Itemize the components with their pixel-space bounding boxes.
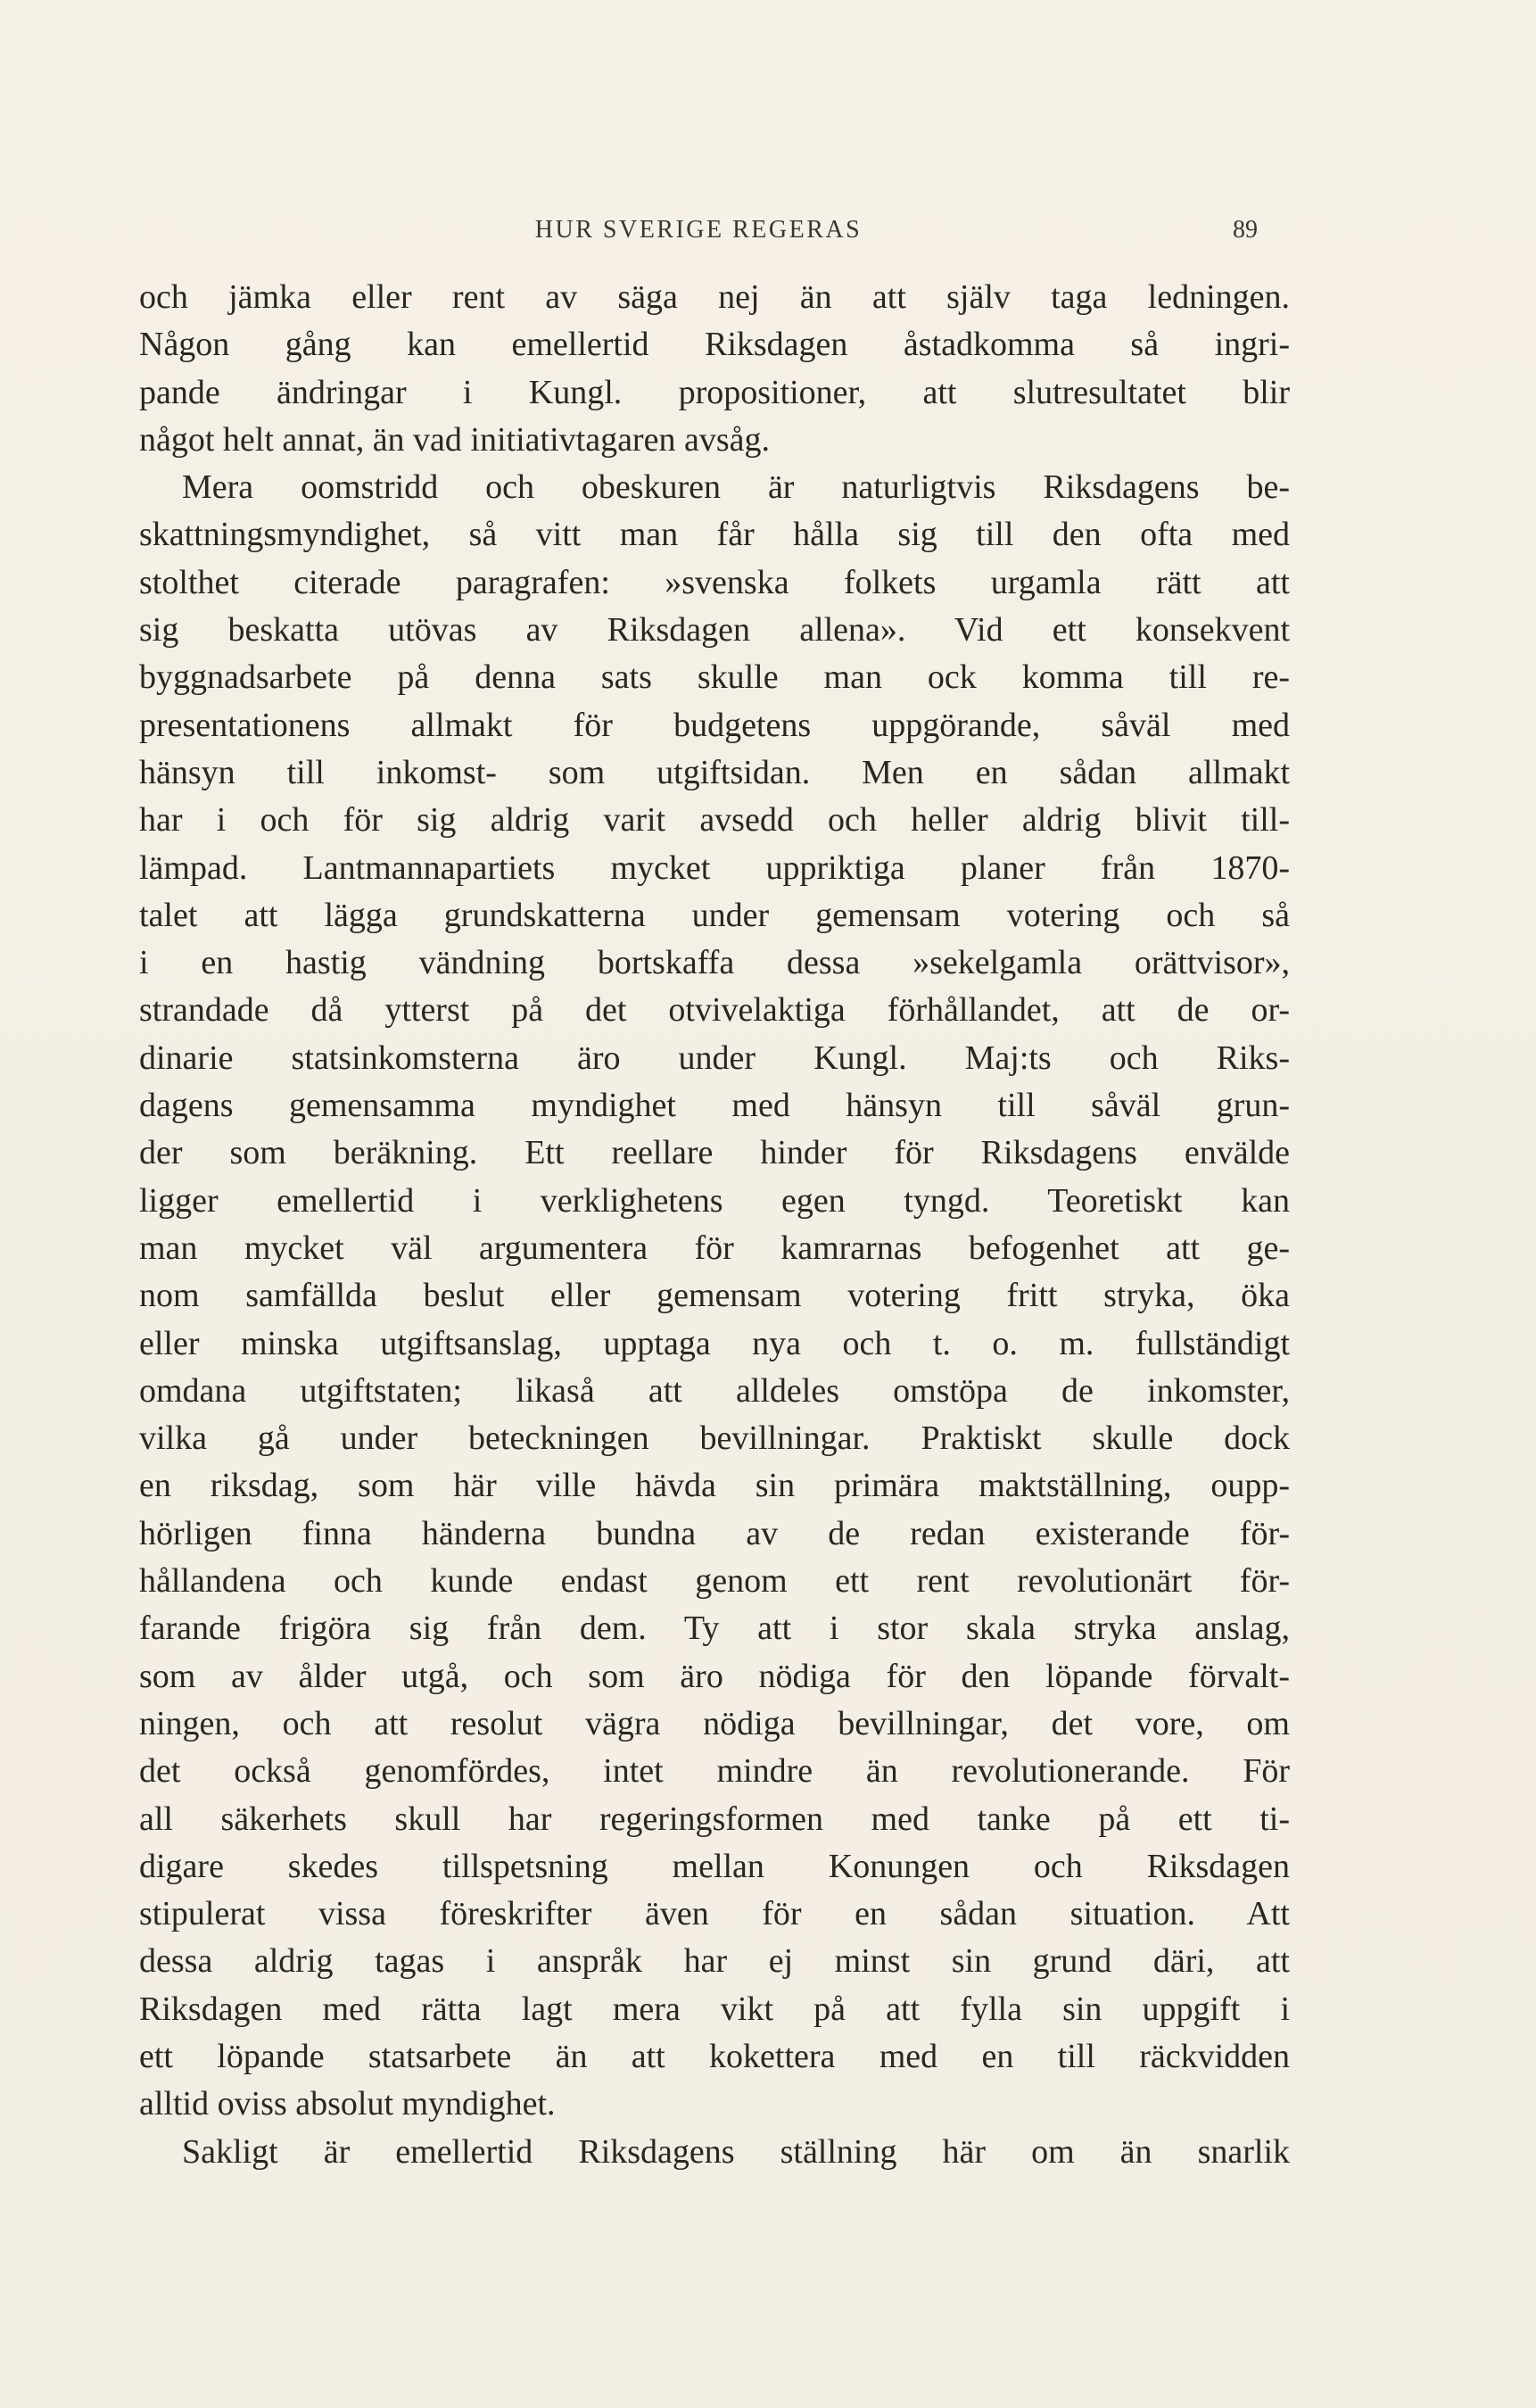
text-line: presentationens allmakt för budgetens uppgörande, såväl med	[139, 706, 1290, 744]
page-number: 89	[1233, 216, 1258, 244]
text-line: dagens gemensamma myndighet med hänsyn till såväl grun-	[139, 1087, 1290, 1125]
text-line: talet att lägga grundskatterna under gemensam votering och så	[139, 896, 1290, 934]
text-line: hänsyn till inkomst- som utgiftsidan. Men en sådan allmakt	[139, 753, 1290, 791]
text-line: Riksdagen med rätta lagt mera vikt på att fylla sin uppgift i	[139, 1990, 1290, 2028]
text-line: som av ålder utgå, och som äro nödiga för den löpande förvalt-	[139, 1657, 1290, 1695]
text-line: stolthet citerade paragrafen: »svenska folkets urgamla rätt att	[139, 563, 1290, 601]
text-line: omdana utgiftstaten; likaså att alldeles omstöpa de inkomster,	[139, 1371, 1290, 1410]
text-line: digare skedes tillspetsning mellan Konungen och Riksdagen	[139, 1847, 1290, 1885]
text-line: der som beräkning. Ett reellare hinder för Riksdagens envälde	[139, 1134, 1290, 1172]
text-line: dinarie statsinkomsterna äro under Kungl. Maj:ts och Riks-	[139, 1039, 1290, 1077]
running-head: HUR SVERIGE REGERAS	[534, 216, 863, 244]
text-line: stipulerat vissa föreskrifter även för en sådan situation. Att	[139, 1895, 1290, 1933]
text-line: hållandena och kunde endast genom ett rent revolutionärt för-	[139, 1562, 1290, 1601]
text-line: ningen, och att resolut vägra nödiga bevillningar, det vore, om	[139, 1704, 1290, 1742]
text-line: ett löpande statsarbete än att kokettera med en till räckvidden	[139, 2037, 1290, 2075]
text-line: lämpad. Lantmannapartiets mycket uppriktiga planer från 1870-	[139, 848, 1290, 887]
text-line: något helt annat, än vad initiativtagaren avsåg.	[139, 420, 770, 459]
text-line: Sakligt är emellertid Riksdagens ställning här om än snarlik	[182, 2132, 1290, 2171]
text-line: skattningsmyndighet, så vitt man får hålla sig till den ofta med	[139, 516, 1290, 554]
text-line: det också genomfördes, intet mindre än revolutionerande. För	[139, 1752, 1290, 1791]
text-line: man mycket väl argumentera för kamrarnas befogenhet att ge-	[139, 1229, 1290, 1267]
text-line: nom samfällda beslut eller gemensam votering fritt stryka, öka	[139, 1277, 1290, 1315]
text-line: Någon gång kan emellertid Riksdagen åstadkomma så ingri-	[139, 326, 1290, 364]
text-line: och jämka eller rent av säga nej än att själv taga ledningen.	[139, 278, 1290, 316]
text-line: farande frigöra sig från dem. Ty att i stor skala stryka anslag,	[139, 1609, 1290, 1648]
text-line: pande ändringar i Kungl. propositioner, att slutresultatet blir	[139, 373, 1290, 411]
text-line: ligger emellertid i verklighetens egen tyngd. Teoretiskt kan	[139, 1181, 1290, 1220]
text-line: byggnadsarbete på denna sats skulle man ock komma till re-	[139, 658, 1290, 697]
text-line: sig beskatta utövas av Riksdagen allena». Vid ett konsekvent	[139, 611, 1290, 650]
text-line: strandade då ytterst på det otvivelaktiga förhållandet, att de or-	[139, 991, 1290, 1030]
page-header	[139, 216, 1258, 252]
text-line: eller minska utgiftsanslag, upptaga nya och t. o. m. fullständigt	[139, 1324, 1290, 1362]
text-line: hörligen finna händerna bundna av de redan existerande för-	[139, 1514, 1290, 1552]
text-line: en riksdag, som här ville hävda sin primära maktställning, oupp-	[139, 1467, 1290, 1505]
body-text	[139, 274, 1290, 2176]
text-line: dessa aldrig tagas i anspråk har ej minst sin grund däri, att	[139, 1942, 1290, 1981]
text-line: alltid oviss absolut myndighet.	[139, 2085, 556, 2123]
text-line: har i och för sig aldrig varit avsedd och heller aldrig blivit till-	[139, 801, 1290, 840]
text-line: i en hastig vändning bortskaffa dessa »sekelgamla orättvisor»,	[139, 944, 1290, 982]
text-line: Mera oomstridd och obeskuren är naturligtvis Riksdagens be-	[182, 468, 1290, 507]
text-line: vilka gå under beteckningen bevillningar. Praktiskt skulle dock	[139, 1419, 1290, 1458]
text-line: all säkerhets skull har regeringsformen med tanke på ett ti-	[139, 1800, 1290, 1838]
